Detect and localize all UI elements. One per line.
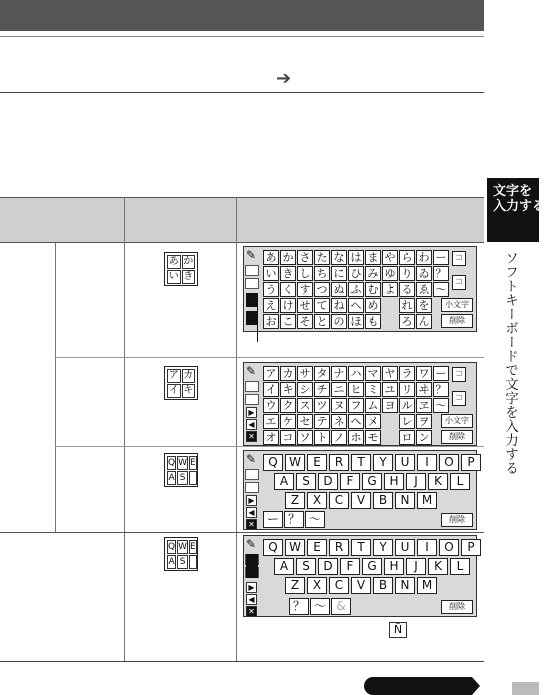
key-qwerty2[interactable]: J — [406, 558, 426, 575]
key-qwerty1[interactable]: C — [329, 492, 349, 509]
pen-icon[interactable]: ✎ — [246, 248, 257, 262]
icon-char: キ — [183, 385, 194, 396]
column-divider — [124, 197, 125, 662]
key-katakana[interactable]: タ — [314, 366, 330, 381]
key-hiragana[interactable]: ゑ — [416, 282, 432, 297]
hook-icon[interactable]: ⊐ — [452, 251, 466, 266]
arrow-right-icon[interactable]: ▶ — [246, 582, 257, 593]
katakana-keyboard — [243, 362, 477, 446]
key-katakana[interactable]: エ — [263, 414, 279, 429]
key-qwerty2[interactable]: D — [318, 558, 338, 575]
keyboard-mode-strip — [244, 363, 260, 445]
key-hiragana[interactable]: を — [416, 298, 432, 313]
key-katakana[interactable]: ウ — [263, 398, 279, 413]
delete-button[interactable]: 削除 — [441, 430, 473, 444]
hook-icon[interactable]: ⊐ — [452, 367, 466, 382]
icon-char: A — [168, 473, 175, 483]
column-divider — [55, 243, 56, 532]
key-katakana[interactable]: ニ — [331, 382, 347, 397]
icon-char: W — [178, 542, 187, 552]
icon-char: ア — [168, 370, 179, 381]
key-hiragana[interactable]: ゆ — [382, 266, 398, 281]
symbol-key[interactable]: & — [331, 598, 351, 615]
key-hiragana[interactable]: う — [263, 282, 279, 297]
katakana-mode-icon[interactable] — [164, 366, 198, 400]
key-hiragana[interactable]: か — [280, 250, 296, 265]
arrow-right-icon[interactable]: ▶ — [246, 495, 257, 506]
pen-icon[interactable]: ✎ — [246, 452, 257, 466]
key-qwerty2[interactable]: H — [384, 558, 404, 575]
key-qwerty1[interactable]: T — [351, 454, 371, 471]
key-qwerty2[interactable]: X — [307, 577, 327, 594]
key-hiragana[interactable]: の — [331, 314, 347, 329]
header-bar — [0, 0, 484, 31]
key-qwerty2[interactable]: W — [285, 539, 305, 556]
arrow-left-icon[interactable]: ◀ — [246, 419, 257, 430]
key-hiragana[interactable]: め — [365, 298, 381, 313]
key-qwerty1[interactable]: P — [461, 454, 481, 471]
key-hiragana[interactable]: あ — [263, 250, 279, 265]
key-hiragana[interactable]: せ — [297, 298, 313, 313]
key-qwerty1[interactable]: O — [439, 454, 459, 471]
callout-line — [257, 298, 258, 342]
key-katakana[interactable]: ネ — [331, 414, 347, 429]
key-katakana[interactable]: ヱ — [416, 398, 432, 413]
key-qwerty2[interactable]: T — [351, 539, 371, 556]
section-title-vertical: ソフトキーボードで文字を入力する — [502, 251, 518, 475]
key-qwerty2[interactable]: I — [417, 539, 437, 556]
key-hiragana[interactable]: す — [297, 282, 313, 297]
key-hiragana[interactable]: た — [314, 250, 330, 265]
key-hiragana[interactable]: く — [280, 282, 296, 297]
key-hiragana[interactable]: な — [331, 250, 347, 265]
key-qwerty1[interactable]: G — [362, 473, 382, 490]
mode-mini-icon[interactable] — [245, 278, 259, 289]
key-katakana[interactable]: ヘ — [348, 414, 364, 429]
key-katakana[interactable]: ア — [263, 366, 279, 381]
key-qwerty1[interactable]: U — [395, 454, 415, 471]
key-hiragana[interactable]: ん — [416, 314, 432, 329]
qwerty-keyboard — [243, 450, 477, 530]
close-icon[interactable]: ✕ — [246, 606, 257, 617]
keyboard-mode-strip — [244, 451, 260, 529]
key-hiragana[interactable]: ふ — [348, 282, 364, 297]
key-hiragana[interactable]: こ — [280, 314, 296, 329]
key-katakana[interactable]: ラ — [399, 366, 415, 381]
icon-char: カ — [183, 370, 194, 381]
key-katakana[interactable]: ？ — [433, 382, 449, 397]
key-katakana[interactable]: ヨ — [382, 398, 398, 413]
arrow-left-icon[interactable]: ◀ — [246, 507, 257, 518]
symbol-key[interactable]: ー — [263, 511, 283, 528]
key-hiragana[interactable]: ？ — [433, 266, 449, 281]
key-hiragana[interactable]: ね — [331, 298, 347, 313]
qwerty-mode-icon[interactable] — [164, 453, 198, 487]
key-katakana[interactable]: シ — [297, 382, 313, 397]
qwerty-extended-mode-icon[interactable] — [164, 537, 198, 571]
icon-char: A — [168, 557, 175, 567]
key-hiragana[interactable]: ま — [365, 250, 381, 265]
key-qwerty1[interactable]: Q — [263, 454, 283, 471]
key-qwerty2[interactable]: O — [439, 539, 459, 556]
key-qwerty1[interactable]: F — [340, 473, 360, 490]
key-qwerty1[interactable]: R — [329, 454, 349, 471]
key-katakana[interactable]: モ — [365, 430, 381, 445]
key-hiragana[interactable]: ひ — [348, 266, 364, 281]
symbol-key[interactable]: ？ — [289, 598, 309, 615]
key-hiragana[interactable]: ～ — [433, 282, 449, 297]
mode-mini-icon[interactable] — [245, 265, 259, 276]
key-katakana[interactable]: サ — [297, 366, 313, 381]
key-hiragana[interactable]: ぬ — [331, 282, 347, 297]
key-katakana[interactable]: ワ — [416, 366, 432, 381]
key-katakana[interactable]: ク — [280, 398, 296, 413]
mode-mini-icon[interactable] — [245, 394, 259, 405]
key-qwerty2[interactable]: Q — [263, 539, 283, 556]
key-katakana[interactable]: カ — [280, 366, 296, 381]
key-hiragana[interactable]: ー — [433, 250, 449, 265]
key-qwerty1[interactable]: H — [384, 473, 404, 490]
key-qwerty1[interactable]: S — [296, 473, 316, 490]
key-qwerty2[interactable]: L — [450, 558, 470, 575]
qwerty-extended-keyboard — [243, 535, 477, 617]
icon-char: イ — [168, 385, 179, 396]
key-katakana[interactable]: ケ — [280, 414, 296, 429]
key-katakana[interactable]: ～ — [433, 398, 449, 413]
key-qwerty2[interactable]: U — [395, 539, 415, 556]
key-hiragana[interactable]: ち — [314, 266, 330, 281]
table-header — [0, 197, 484, 243]
key-katakana[interactable]: マ — [365, 366, 381, 381]
cursor-indicator — [246, 554, 258, 578]
n-tilde-key[interactable]: Ñ — [389, 622, 407, 638]
key-qwerty2[interactable]: S — [296, 558, 316, 575]
key-hiragana[interactable]: え — [263, 298, 279, 313]
key-qwerty2[interactable]: N — [395, 577, 415, 594]
key-katakana[interactable]: ナ — [331, 366, 347, 381]
page-number-box — [512, 682, 539, 695]
hook-icon[interactable]: ⊐ — [452, 391, 466, 406]
row-divider — [0, 532, 484, 533]
key-hiragana[interactable]: し — [297, 266, 313, 281]
icon-char: き — [183, 271, 194, 282]
key-hiragana[interactable]: つ — [314, 282, 330, 297]
key-hiragana[interactable]: さ — [297, 250, 313, 265]
icon-char: あ — [168, 256, 179, 267]
header-divider — [0, 36, 484, 37]
hiragana-keyboard — [243, 246, 477, 332]
key-qwerty2[interactable]: M — [417, 577, 437, 594]
key-qwerty2[interactable]: B — [373, 577, 393, 594]
key-katakana[interactable]: セ — [297, 414, 313, 429]
table-bottom-rule — [0, 661, 484, 662]
key-hiragana[interactable]: も — [365, 314, 381, 329]
icon-char: S — [177, 555, 188, 569]
arrow-left-icon[interactable]: ◀ — [246, 594, 257, 605]
chapter-tab-line1: 文字を — [493, 184, 533, 199]
delete-button[interactable]: 削除 — [441, 600, 473, 614]
hook-icon[interactable]: ⊐ — [452, 275, 466, 290]
icon-char — [189, 555, 197, 569]
key-hiragana[interactable]: に — [331, 266, 347, 281]
key-katakana[interactable]: ス — [297, 398, 313, 413]
key-katakana[interactable]: ノ — [331, 430, 347, 445]
key-katakana[interactable]: キ — [280, 382, 296, 397]
key-hiragana[interactable]: お — [263, 314, 279, 329]
key-qwerty2[interactable]: R — [329, 539, 349, 556]
key-hiragana[interactable]: と — [314, 314, 330, 329]
key-katakana[interactable]: ヌ — [331, 398, 347, 413]
key-hiragana[interactable]: て — [314, 298, 330, 313]
close-icon[interactable]: ✕ — [246, 431, 257, 442]
key-katakana[interactable]: テ — [314, 414, 330, 429]
icon-char: Q — [168, 542, 176, 552]
close-icon[interactable]: ✕ — [246, 519, 257, 530]
key-katakana[interactable]: ー — [433, 366, 449, 381]
key-katakana[interactable]: メ — [365, 414, 381, 429]
arrow-right-icon[interactable]: ▶ — [246, 407, 257, 418]
key-katakana[interactable]: ン — [416, 430, 432, 445]
key-katakana[interactable]: ム — [365, 398, 381, 413]
row-divider — [55, 446, 484, 447]
key-qwerty1[interactable]: B — [373, 492, 393, 509]
key-katakana[interactable]: ツ — [314, 398, 330, 413]
key-hiragana[interactable]: ゐ — [416, 266, 432, 281]
key-qwerty1[interactable]: L — [450, 473, 470, 490]
key-katakana[interactable]: ロ — [399, 430, 415, 445]
mode-mini-icon[interactable] — [245, 381, 259, 392]
mode-mini-icon[interactable] — [245, 482, 259, 493]
icon-char — [189, 471, 197, 485]
key-qwerty1[interactable]: J — [406, 473, 426, 490]
key-qwerty1[interactable]: Z — [285, 492, 305, 509]
key-hiragana[interactable]: へ — [348, 298, 364, 313]
key-katakana[interactable]: ヲ — [416, 414, 432, 429]
key-qwerty1[interactable]: M — [417, 492, 437, 509]
key-katakana[interactable]: ソ — [297, 430, 313, 445]
chapter-tab — [487, 178, 545, 242]
key-hiragana[interactable]: み — [365, 266, 381, 281]
key-qwerty1[interactable]: N — [395, 492, 415, 509]
key-qwerty2[interactable]: G — [362, 558, 382, 575]
key-qwerty1[interactable]: W — [285, 454, 305, 471]
key-qwerty2[interactable]: F — [340, 558, 360, 575]
key-qwerty1[interactable]: D — [318, 473, 338, 490]
key-katakana[interactable]: ホ — [348, 430, 364, 445]
key-katakana[interactable]: リ — [399, 382, 415, 397]
icon-char: E — [190, 458, 196, 468]
chapter-tab-line2: 入力する — [493, 199, 545, 214]
key-qwerty1[interactable]: X — [307, 492, 327, 509]
key-katakana[interactable]: チ — [314, 382, 330, 397]
small-char-button[interactable]: 小文字 — [441, 298, 473, 312]
delete-button[interactable]: 削除 — [441, 513, 473, 527]
key-hiragana[interactable]: ら — [399, 250, 415, 265]
icon-char: W — [178, 458, 187, 468]
key-katakana[interactable]: ル — [399, 398, 415, 413]
key-qwerty1[interactable]: V — [351, 492, 371, 509]
key-katakana[interactable]: レ — [399, 414, 415, 429]
key-katakana[interactable]: ハ — [348, 366, 364, 381]
key-qwerty2[interactable]: K — [428, 558, 448, 575]
key-katakana[interactable]: オ — [263, 430, 279, 445]
row-divider — [55, 357, 484, 358]
symbol-key[interactable]: ～ — [305, 511, 325, 528]
key-qwerty1[interactable]: I — [417, 454, 437, 471]
key-qwerty1[interactable]: Y — [373, 454, 393, 471]
key-katakana[interactable]: ヒ — [348, 382, 364, 397]
symbol-key[interactable]: ？ — [284, 511, 304, 528]
keyboard-mode-strip — [244, 536, 260, 616]
key-katakana[interactable]: ヤ — [382, 366, 398, 381]
key-qwerty2[interactable]: P — [461, 539, 481, 556]
key-qwerty1[interactable]: A — [274, 473, 294, 490]
key-katakana[interactable]: コ — [280, 430, 296, 445]
key-hiragana[interactable]: れ — [399, 298, 415, 313]
next-page-tab — [364, 677, 472, 695]
key-hiragana[interactable]: き — [280, 266, 296, 281]
icon-char: E — [190, 542, 196, 552]
key-qwerty1[interactable]: K — [428, 473, 448, 490]
key-hiragana[interactable]: ろ — [399, 314, 415, 329]
icon-char: か — [183, 256, 194, 267]
key-katakana[interactable]: ト — [314, 430, 330, 445]
key-hiragana[interactable]: そ — [297, 314, 313, 329]
icon-char: S — [177, 471, 188, 485]
key-hiragana[interactable]: わ — [416, 250, 432, 265]
key-hiragana[interactable]: は — [348, 250, 364, 265]
key-hiragana[interactable]: る — [399, 282, 415, 297]
key-katakana[interactable]: ミ — [365, 382, 381, 397]
key-hiragana[interactable]: り — [399, 266, 415, 281]
small-char-button[interactable]: 小文字 — [441, 414, 473, 428]
symbol-key[interactable]: ～ — [310, 598, 330, 615]
key-qwerty1[interactable]: E — [307, 454, 327, 471]
mode-mini-icon[interactable] — [245, 469, 259, 480]
key-qwerty2[interactable]: V — [351, 577, 371, 594]
key-hiragana[interactable]: ほ — [348, 314, 364, 329]
key-katakana[interactable]: フ — [348, 398, 364, 413]
key-katakana[interactable]: ユ — [382, 382, 398, 397]
key-qwerty2[interactable]: A — [274, 558, 294, 575]
key-hiragana[interactable]: む — [365, 282, 381, 297]
pen-icon[interactable]: ✎ — [246, 537, 257, 551]
hiragana-mode-icon[interactable] — [164, 252, 198, 286]
reference-arrow-icon: ➔ — [276, 68, 292, 89]
icon-char: Q — [168, 458, 176, 468]
key-hiragana[interactable]: よ — [382, 282, 398, 297]
key-hiragana[interactable]: け — [280, 298, 296, 313]
key-qwerty2[interactable]: E — [307, 539, 327, 556]
delete-button[interactable]: 削除 — [441, 314, 473, 328]
key-katakana[interactable]: ヰ — [416, 382, 432, 397]
key-qwerty2[interactable]: C — [329, 577, 349, 594]
section-rule — [0, 92, 484, 93]
key-qwerty2[interactable]: Y — [373, 539, 393, 556]
key-hiragana[interactable]: や — [382, 250, 398, 265]
key-katakana[interactable]: イ — [263, 382, 279, 397]
column-divider — [236, 197, 237, 662]
pen-icon[interactable]: ✎ — [246, 364, 257, 378]
key-hiragana[interactable]: い — [263, 266, 279, 281]
key-qwerty2[interactable]: Z — [285, 577, 305, 594]
icon-char: い — [168, 271, 179, 282]
